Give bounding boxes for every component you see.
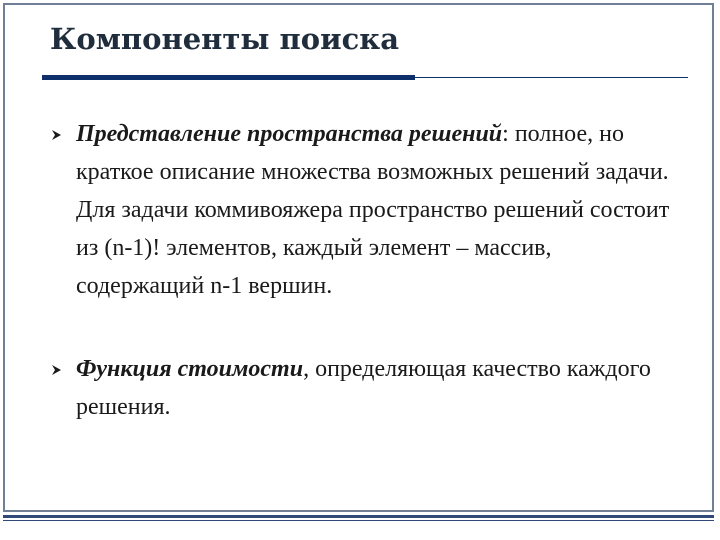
bullet-item — [50, 115, 685, 305]
slide-title: Компоненты поиска — [50, 22, 399, 56]
bullet-text — [76, 115, 685, 305]
bottom-rule-thin — [3, 520, 714, 521]
bullet-text — [76, 350, 685, 426]
title-underline — [42, 75, 415, 80]
bullet-description: : полное, но краткое описание множества возможных решений задачи. Для задачи коммивояжера пространство решений состоит из (n-1)! элементов, каждый элемент – массив, содержащий n-1 вершин. — [76, 121, 670, 299]
arrow-bullet-icon — [50, 363, 64, 377]
bullet-term: Функция стоимости — [76, 356, 304, 382]
arrow-bullet-icon — [50, 128, 64, 142]
title-underline-thin — [415, 77, 688, 78]
bullet-term: Представление пространства решений — [76, 121, 503, 147]
bullet-item — [50, 350, 685, 426]
bottom-rule — [3, 515, 714, 518]
bullet-description: , определяющая качество каждого решения. — [76, 356, 651, 420]
